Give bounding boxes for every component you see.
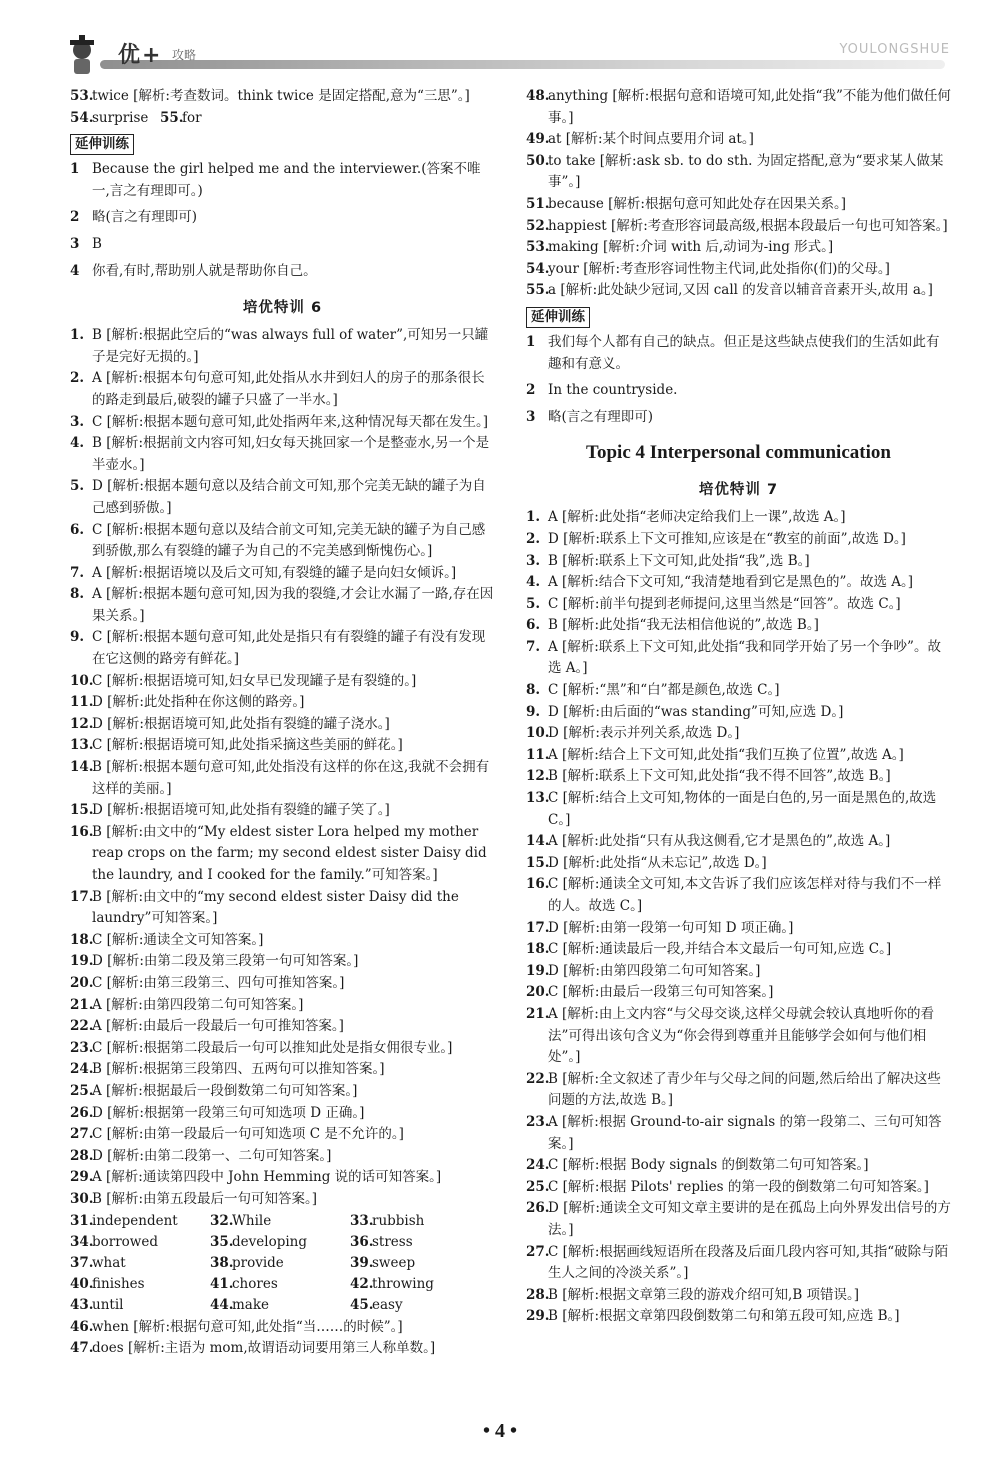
answer-item: 21.A [解析:由上文内容“与父母交谈,这样父母就会较认真地听你的看法”可得出该句含义为“你会得到尊重并且能够学会如何与他们相处”。] [526, 1005, 935, 1066]
extension-item: 1 Because the girl helped me and the interviewer.(答案不唯一,言之有理即可。) [70, 161, 481, 199]
answer-pair: 54.surprise 55.for [70, 109, 202, 126]
answer-item: 15.D [解析:此处指“从未忘记”,故选 D。] [526, 854, 767, 871]
answer-item: 24.B [解析:根据第三段第四、五两句可以推知答案。] [70, 1061, 385, 1078]
word-answer: 41.chores [210, 1276, 278, 1293]
answer-item: 13.C [解析:根据语境可知,此处指采摘这些美丽的鲜花。] [70, 737, 403, 754]
answer-item: 27.C [解析:由第一段最后一句可知选项 C 是不允许的。] [70, 1126, 404, 1143]
word-answer: 43.until [70, 1297, 124, 1314]
answer-item: 12.B [解析:联系上下文可知,此处指“我不得不回答”,故选 B。] [526, 768, 891, 785]
word-answer: 39.sweep [350, 1254, 416, 1271]
answer-item: 3. C [解析:根据本题句意可知,此处指两年来,这种情况每天都在发生。] [70, 413, 489, 430]
answer-item: 18.C [解析:通读最后一段,并结合本文最后一句可知,应选 C。] [526, 941, 892, 958]
word-answer: 36.stress [350, 1233, 413, 1250]
answer-item: 21.A [解析:由第四段第二句可知答案。] [70, 996, 304, 1013]
answer-item: 19.D [解析:由第四段第二句可知答案。] [526, 962, 761, 979]
answer-item: 6. C [解析:根据本题句意以及结合前文可知,完美无缺的罐子为自己感到骄傲,那么有裂缝的罐子为自己的不完美感到惭愧伤心。] [70, 521, 486, 560]
answer-item: 53.making [解析:介词 with 后,动词为-ing 形式。] [526, 239, 834, 256]
answer-item: 3. B [解析:联系上下文可知,此处指“我”,选 B。] [526, 552, 810, 569]
answer-item: 17.B [解析:由文中的“my second eldest sister Daisy did the laundry”可知答案。] [70, 888, 459, 927]
section-title: 培优特训 7 [698, 482, 779, 499]
answer-item: 18.C [解析:通读全文可知答案。] [70, 931, 264, 948]
answer-item: 11.A [解析:结合上下文可知,此处指“我们互换了位置”,故选 A。] [526, 746, 904, 763]
extension-item: 3 B [70, 235, 102, 252]
right-column [526, 86, 951, 1328]
word-answer: 33.rubbish [350, 1212, 425, 1229]
answer-item: 8. A [解析:根据本题句意可知,因为我的裂缝,才会让水漏了一路,存在因果关系。] [70, 586, 494, 624]
answer-list [526, 507, 951, 1328]
answer-item: 30.B [解析:由第五段最后一句可知答案。] [70, 1190, 318, 1207]
answer-item: 29.B [解析:根据文章第四段倒数第二句和第五段可知,应选 B。] [526, 1308, 900, 1325]
answer-item: 50.to take [解析:ask sb. to do sth. 为固定搭配,意为“要求某人做某事”。] [526, 152, 944, 191]
word-answer-grid [70, 1211, 495, 1317]
answer-item: 4. A [解析:结合下文可知,“我清楚地看到它是黑色的”。故选 A。] [526, 574, 914, 591]
page-header [60, 34, 950, 80]
answer-item: 47.does [解析:主语为 mom,故谓语动词要用第三人称单数。] [70, 1340, 436, 1357]
answer-item: 8. C [解析:“黑”和“白”都是颜色,故选 C。] [526, 682, 780, 699]
topic-title: Topic 4 Interpersonal communication [586, 442, 891, 464]
word-answer: 35.developing [210, 1233, 307, 1250]
answer-item: 9. C [解析:根据本题句意可知,此处是指只有有裂缝的罐子有没有发现在它这侧的路旁有鲜花。] [70, 629, 486, 668]
answer-list [526, 86, 951, 302]
extension-title: 延伸训练 [70, 134, 134, 155]
answer-item: 4. B [解析:根据前文内容可知,妇女每天挑回家一个是整壶水,另一个是半壶水。] [70, 435, 490, 473]
extension-title: 延伸训练 [526, 307, 590, 328]
answer-item: 23.C [解析:根据第二段最后一句可以推知此处是指女佣很专业。] [70, 1039, 453, 1056]
answer-item: 52.happiest [解析:考查形容词最高级,根据本段最后一句也可知答案。] [526, 217, 948, 234]
answer-item: 6. B [解析:此处指“我无法相信他说的”,故选 B。] [526, 617, 819, 634]
section-title: 培优特训 6 [242, 300, 323, 317]
word-answer: 38.provide [210, 1254, 284, 1271]
word-answer: 40.finishes [70, 1276, 145, 1293]
answer-item: 26.D [解析:通读全文可知文章主要讲的是在孤岛上向外界发出信号的方法。] [526, 1200, 951, 1238]
answer-item: 51.because [解析:根据句意可知此处存在因果关系。] [526, 195, 846, 212]
extension-item: 4 你看,有时,帮助别人就是帮助你自己。 [70, 262, 317, 279]
answer-item: 19.D [解析:由第二段及第三段第一句可知答案。] [70, 953, 359, 970]
answer-item: 22.A [解析:由最后一段最后一句可推知答案。] [70, 1018, 344, 1035]
answer-item: 25.A [解析:根据最后一段倒数第二句可知答案。] [70, 1082, 358, 1099]
answer-item: 12.D [解析:根据语境可知,此处指有裂缝的罐子浇水。] [70, 715, 390, 732]
extension-item: 2 略(言之有理即可) [70, 209, 198, 226]
answer-item: 53.twice [解析:考查数词。think twice 是固定搭配,意为“三思”。] [70, 88, 470, 104]
page-number: • 4 • [482, 1420, 517, 1442]
header-logo-sub: 攻略 [172, 48, 197, 62]
answer-item: 28.B [解析:根据文章第三段的游戏介绍可知,B 项错误。] [526, 1286, 860, 1303]
answer-item: 7. A [解析:联系上下文可知,此处指“我和同学开始了另一个争吵”。故选 A。] [526, 638, 941, 677]
answer-item: 20.C [解析:由第三段第三、四句可推知答案。] [70, 974, 345, 991]
answer-item: 55.a [解析:此处缺少冠词,又因 call 的发音以辅音音素开头,故用 a。] [526, 282, 933, 299]
answer-list [70, 325, 495, 1210]
answer-item: 10.C [解析:根据语境可知,妇女早已发现罐子是有裂缝的。] [70, 672, 417, 689]
answer-item: 16.B [解析:由文中的“My eldest sister Lora helped my mother reap crops on the farm; my second eldest sister Daisy did the laundry, and I cooked for the family.”可知答案。] [70, 823, 487, 883]
answer-item: 24.C [解析:根据 Body signals 的倒数第二句可知答案。] [526, 1157, 869, 1174]
answer-item: 28.D [解析:由第二段第一、二句可知答案。] [70, 1147, 332, 1164]
answer-item: 14.B [解析:根据本题句意可知,此处指没有这样的你在这,我就不会拥有这样的美丽。] [70, 759, 490, 797]
answer-item: 29.A [解析:通读第四段中 John Hemming 说的话可知答案。] [70, 1169, 442, 1186]
header-rule [100, 60, 945, 69]
answer-item: 48.anything [解析:根据句意和语境可知,此处指“我”不能为他们做任何事。] [526, 88, 951, 126]
answer-item: 2. D [解析:联系上下文可推知,应该是在“教室的前面”,故选 D。] [526, 530, 906, 547]
left-column [70, 86, 495, 1360]
header-logo: 优+ [118, 43, 163, 68]
answer-item: 14.A [解析:此处指“只有从我这侧看,它才是黑色的”,故选 A。] [526, 833, 891, 850]
answer-item: 1. B [解析:根据此空后的“was always full of water”,可知另一只罐子是完好无损的。] [70, 327, 489, 365]
word-answer: 45.easy [350, 1297, 403, 1314]
extension-item: 2 In the countryside. [526, 382, 678, 399]
answer-item: 23.A [解析:根据 Ground-to-air signals 的第一段第二、三句可知答案。] [526, 1113, 942, 1152]
header-right-text: YOULONGSHUE [839, 42, 950, 57]
answer-item: 26.D [解析:根据第一段第三句可知选项 D 正确。] [70, 1104, 365, 1121]
answer-item: 10.D [解析:表示并列关系,故选 D。] [526, 725, 740, 742]
word-answer: 44.make [210, 1297, 270, 1314]
answer-item: 2. A [解析:根据本句句意可知,此处指从水井到妇人的房子的那条很长的路走到最后,破裂的罐子只盛了一半水。] [70, 370, 485, 408]
answer-item: 54.your [解析:考查形容词性物主代词,此处指你(们)的父母。] [526, 260, 890, 277]
extension-item: 1 我们每个人都有自己的缺点。但正是这些缺点使我们的生活如此有趣和有意义。 [526, 333, 940, 372]
mascot-logo-icon [60, 34, 104, 78]
answer-item: 5. D [解析:根据本题句意以及结合前文可知,那个完美无缺的罐子为自己感到骄傲。] [70, 478, 486, 516]
answer-item: 7. A [解析:根据语境以及后文可知,有裂缝的罐子是向妇女倾诉。] [70, 564, 457, 581]
answer-item: 15.D [解析:根据语境可知,此处指有裂缝的罐子笑了。] [70, 802, 390, 819]
answer-item: 49.at [解析:某个时间点要用介词 at。] [526, 131, 754, 148]
word-answer: 31.independent [70, 1212, 178, 1229]
word-answer: 32.While [210, 1212, 272, 1229]
answer-item: 27.C [解析:根据画线短语所在段落及后面几段内容可知,其指“破除与陌生人之间的冷淡关系”。] [526, 1243, 949, 1282]
answer-item: 17.D [解析:由第一段第一句可知 D 项正确。] [526, 919, 794, 936]
extension-item: 3 略(言之有理即可) [526, 408, 654, 425]
answer-item: 13.C [解析:结合上文可知,物体的一面是白色的,另一面是黑色的,故选 C。] [526, 790, 937, 828]
word-answer: 37.what [70, 1254, 126, 1271]
answer-item: 22.B [解析:全文叙述了青少年与父母之间的问题,然后给出了解决这些问题的方法,故选 B。] [526, 1070, 941, 1109]
answer-item: 25.C [解析:根据 Pilots' replies 的第一段的倒数第二句可知答案。] [526, 1178, 929, 1195]
answer-item: 11.D [解析:此处指种在你这侧的路旁。] [70, 694, 305, 711]
answer-item: 16.C [解析:通读全文可知,本文告诉了我们应该怎样对待与我们不一样的人。故选 C。] [526, 876, 942, 914]
answer-item: 5. C [解析:前半句提到老师提问,这里当然是“回答”。故选 C。] [526, 595, 901, 612]
answer-item: 1. A [解析:此处指“老师决定给我们上一课”,故选 A。] [526, 509, 846, 526]
word-answer: 34.borrowed [70, 1233, 158, 1250]
answer-item: 20.C [解析:由最后一段第三句可知答案。] [526, 984, 774, 1001]
answer-item: 9. D [解析:由后面的“was standing”可知,应选 D。] [526, 703, 844, 720]
answer-item: 46.when [解析:根据句意可知,此处指“当……的时候”。] [70, 1318, 403, 1335]
word-answer: 42.throwing [350, 1276, 434, 1293]
